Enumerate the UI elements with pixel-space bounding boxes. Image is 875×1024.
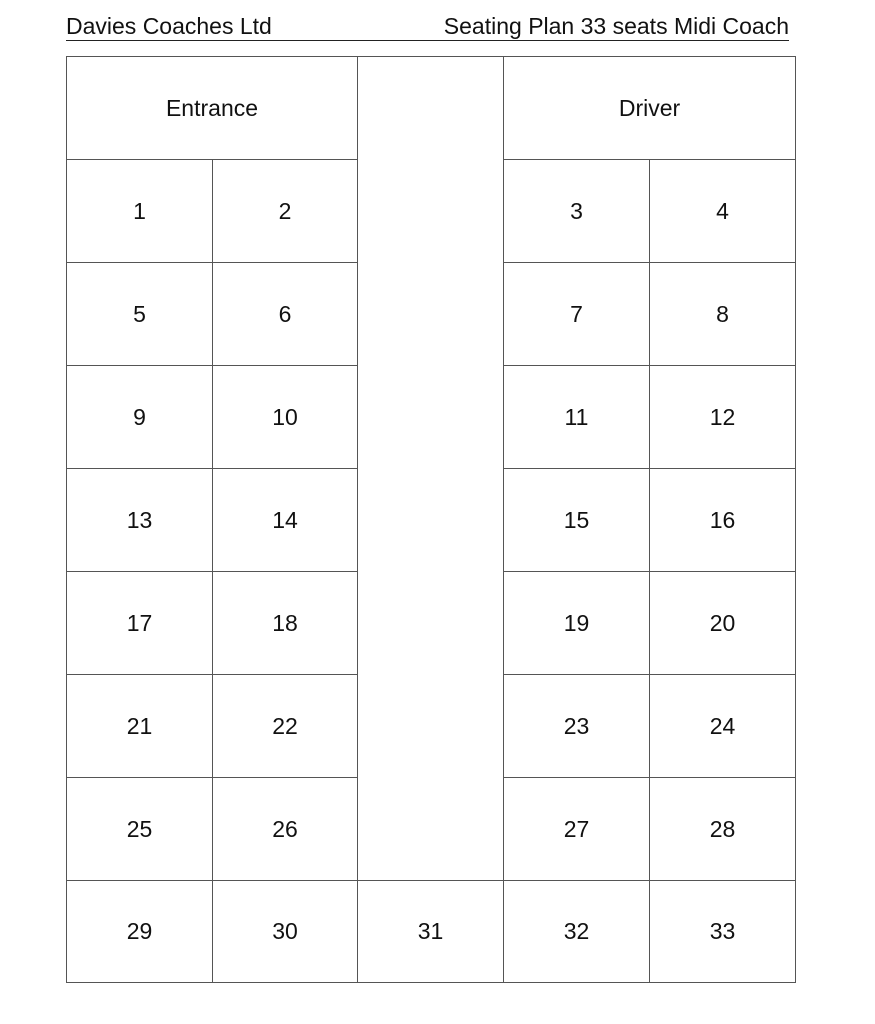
seat[interactable]: 18	[212, 571, 358, 675]
entrance-label: Entrance	[165, 94, 259, 121]
seat[interactable]: 32	[503, 880, 650, 983]
seat[interactable]: 22	[212, 674, 358, 778]
seat[interactable]: 21	[66, 674, 213, 778]
seat[interactable]: 29	[66, 880, 213, 983]
seat[interactable]: 26	[212, 777, 358, 881]
driver-label: Driver	[618, 94, 681, 121]
aisle	[357, 56, 504, 881]
plan-title: Seating Plan 33 seats Midi Coach	[443, 13, 789, 39]
seat[interactable]: 4	[649, 159, 796, 263]
seat[interactable]: 7	[503, 262, 650, 366]
entrance-area	[66, 56, 358, 160]
seat[interactable]: 6	[212, 262, 358, 366]
seat[interactable]: 19	[503, 571, 650, 675]
seat[interactable]: 5	[66, 262, 213, 366]
seat[interactable]: 14	[212, 468, 358, 572]
seat[interactable]: 2	[212, 159, 358, 263]
seat[interactable]: 15	[503, 468, 650, 572]
seat[interactable]: 28	[649, 777, 796, 881]
seat[interactable]: 17	[66, 571, 213, 675]
seat[interactable]: 31	[357, 880, 504, 983]
seat[interactable]: 11	[503, 365, 650, 469]
company-name: Davies Coaches Ltd	[66, 13, 272, 39]
seat[interactable]: 20	[649, 571, 796, 675]
seat[interactable]: 10	[212, 365, 358, 469]
seat[interactable]: 3	[503, 159, 650, 263]
header	[66, 10, 789, 41]
seat[interactable]: 24	[649, 674, 796, 778]
seat[interactable]: 23	[503, 674, 650, 778]
seat[interactable]: 16	[649, 468, 796, 572]
seat[interactable]: 25	[66, 777, 213, 881]
seat[interactable]: 30	[212, 880, 358, 983]
driver-area	[503, 56, 796, 160]
seat[interactable]: 27	[503, 777, 650, 881]
seat[interactable]: 33	[649, 880, 796, 983]
seat[interactable]: 8	[649, 262, 796, 366]
seat[interactable]: 12	[649, 365, 796, 469]
seating-plan	[66, 56, 796, 983]
seat[interactable]: 1	[66, 159, 213, 263]
seat[interactable]: 9	[66, 365, 213, 469]
seat[interactable]: 13	[66, 468, 213, 572]
